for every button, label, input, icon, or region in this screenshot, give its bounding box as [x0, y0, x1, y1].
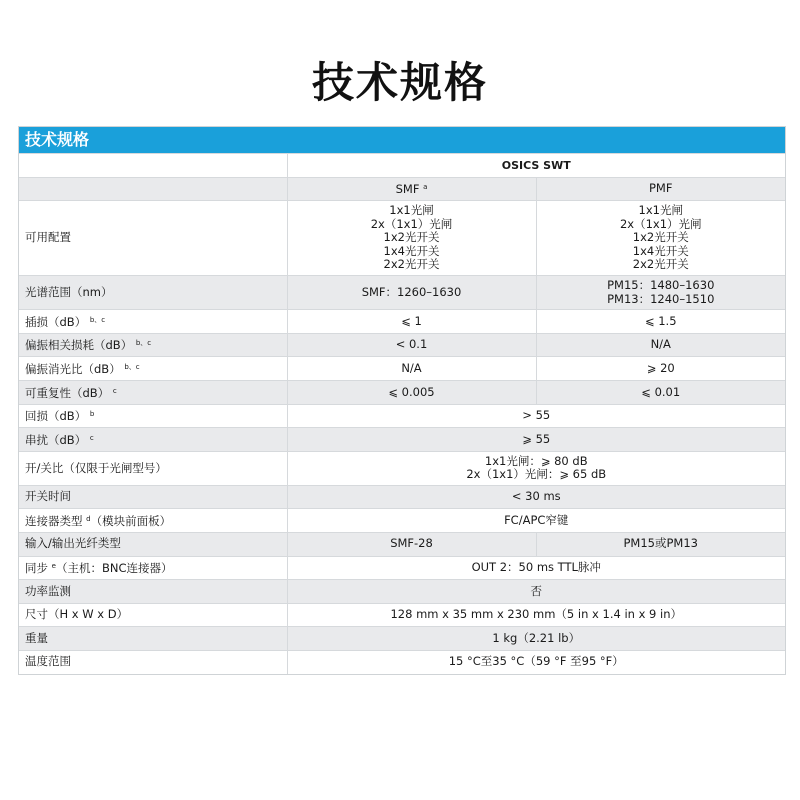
pdl-pmf: N/A [536, 333, 785, 357]
weight-value: 1 kg（2.21 lb） [287, 627, 785, 651]
spec-table [19, 153, 785, 674]
table-row [19, 650, 785, 673]
row-label: 温度范围 [19, 650, 287, 673]
table-row [19, 177, 785, 201]
table-row [19, 580, 785, 604]
table-row [19, 310, 785, 334]
spec-banner: 技术规格 [19, 127, 785, 153]
row-label: 可重复性（dB） $^c$ [19, 380, 287, 404]
sync-value: OUT 2：50 ms TTL脉冲 [287, 556, 785, 580]
table-row [19, 428, 785, 452]
row-label: 插损（dB） $^{b、c}$ [19, 310, 287, 334]
row-label: 偏振消光比（dB） $^{b、c}$ [19, 357, 287, 381]
row-label: 光谱范围（nm） [19, 276, 287, 310]
crosstalk-value: ⩾ 55 [287, 428, 785, 452]
row-label: 功率监测 [19, 580, 287, 604]
row-label: 尺寸（H x W x D） [19, 603, 287, 627]
fiber-pmf: PM15或PM13 [536, 532, 785, 556]
fiber-smf: SMF-28 [287, 532, 536, 556]
spec-table-panel [18, 126, 786, 675]
table-row [19, 380, 785, 404]
empty-cell [19, 177, 287, 201]
row-label: 连接器类型 $^d$（模块前面板） [19, 509, 287, 533]
table-row [19, 357, 785, 381]
table-row [19, 276, 785, 310]
temp-value: 15 °C至35 °C（59 °F 至95 °F） [287, 650, 785, 673]
row-label: 可用配置 [19, 201, 287, 276]
row-label: 串扰（dB） $^c$ [19, 428, 287, 452]
table-row [19, 485, 785, 509]
row-label: 开关时间 [19, 485, 287, 509]
connector-value: FC/APC窄键 [287, 509, 785, 533]
table-row [19, 556, 785, 580]
row-label: 回损（dB） $^b$ [19, 404, 287, 428]
row-label: 同步 $^e$（主机：BNC连接器） [19, 556, 287, 580]
table-row [19, 627, 785, 651]
table-row [19, 509, 785, 533]
row-label: 重量 [19, 627, 287, 651]
spectral-pmf: PM15：1480–1630 PM13：1240–1510 [536, 276, 785, 310]
pmf-column-header: PMF [536, 177, 785, 201]
table-row [19, 532, 785, 556]
table-row [19, 154, 785, 178]
table-row [19, 404, 785, 428]
per-smf: N/A [287, 357, 536, 381]
config-smf: 1x1光闸 2x（1x1）光闸 1x2光开关 1x4光开关 2x2光开关 [287, 201, 536, 276]
pdl-smf: < 0.1 [287, 333, 536, 357]
repeat-pmf: ⩽ 0.01 [536, 380, 785, 404]
product-header: OSICS SWT [287, 154, 785, 178]
empty-cell [19, 154, 287, 178]
switch-time-value: < 30 ms [287, 485, 785, 509]
spectral-smf: SMF：1260–1630 [287, 276, 536, 310]
return-loss-value: > 55 [287, 404, 785, 428]
config-pmf: 1x1光闸 2x（1x1）光闸 1x2光开关 1x4光开关 2x2光开关 [536, 201, 785, 276]
page-title: 技术规格 [311, 58, 488, 107]
onoff-value: 1x1光闸：⩾ 80 dB 2x（1x1）光闸：⩾ 65 dB [287, 451, 785, 485]
power-value: 否 [287, 580, 785, 604]
row-label: 输入/输出光纤类型 [19, 532, 287, 556]
size-value: 128 mm x 35 mm x 230 mm（5 in x 1.4 in x 9 in） [287, 603, 785, 627]
row-label: 开/关比（仅限于光闸型号） [19, 451, 287, 485]
repeat-smf: ⩽ 0.005 [287, 380, 536, 404]
smf-column-header: SMF $^a$ [287, 177, 536, 201]
table-row [19, 451, 785, 485]
table-row [19, 333, 785, 357]
table-row [19, 201, 785, 276]
per-pmf: ⩾ 20 [536, 357, 785, 381]
insertion-smf: ⩽ 1 [287, 310, 536, 334]
insertion-pmf: ⩽ 1.5 [536, 310, 785, 334]
table-row [19, 603, 785, 627]
row-label: 偏振相关损耗（dB） $^{b、c}$ [19, 333, 287, 357]
